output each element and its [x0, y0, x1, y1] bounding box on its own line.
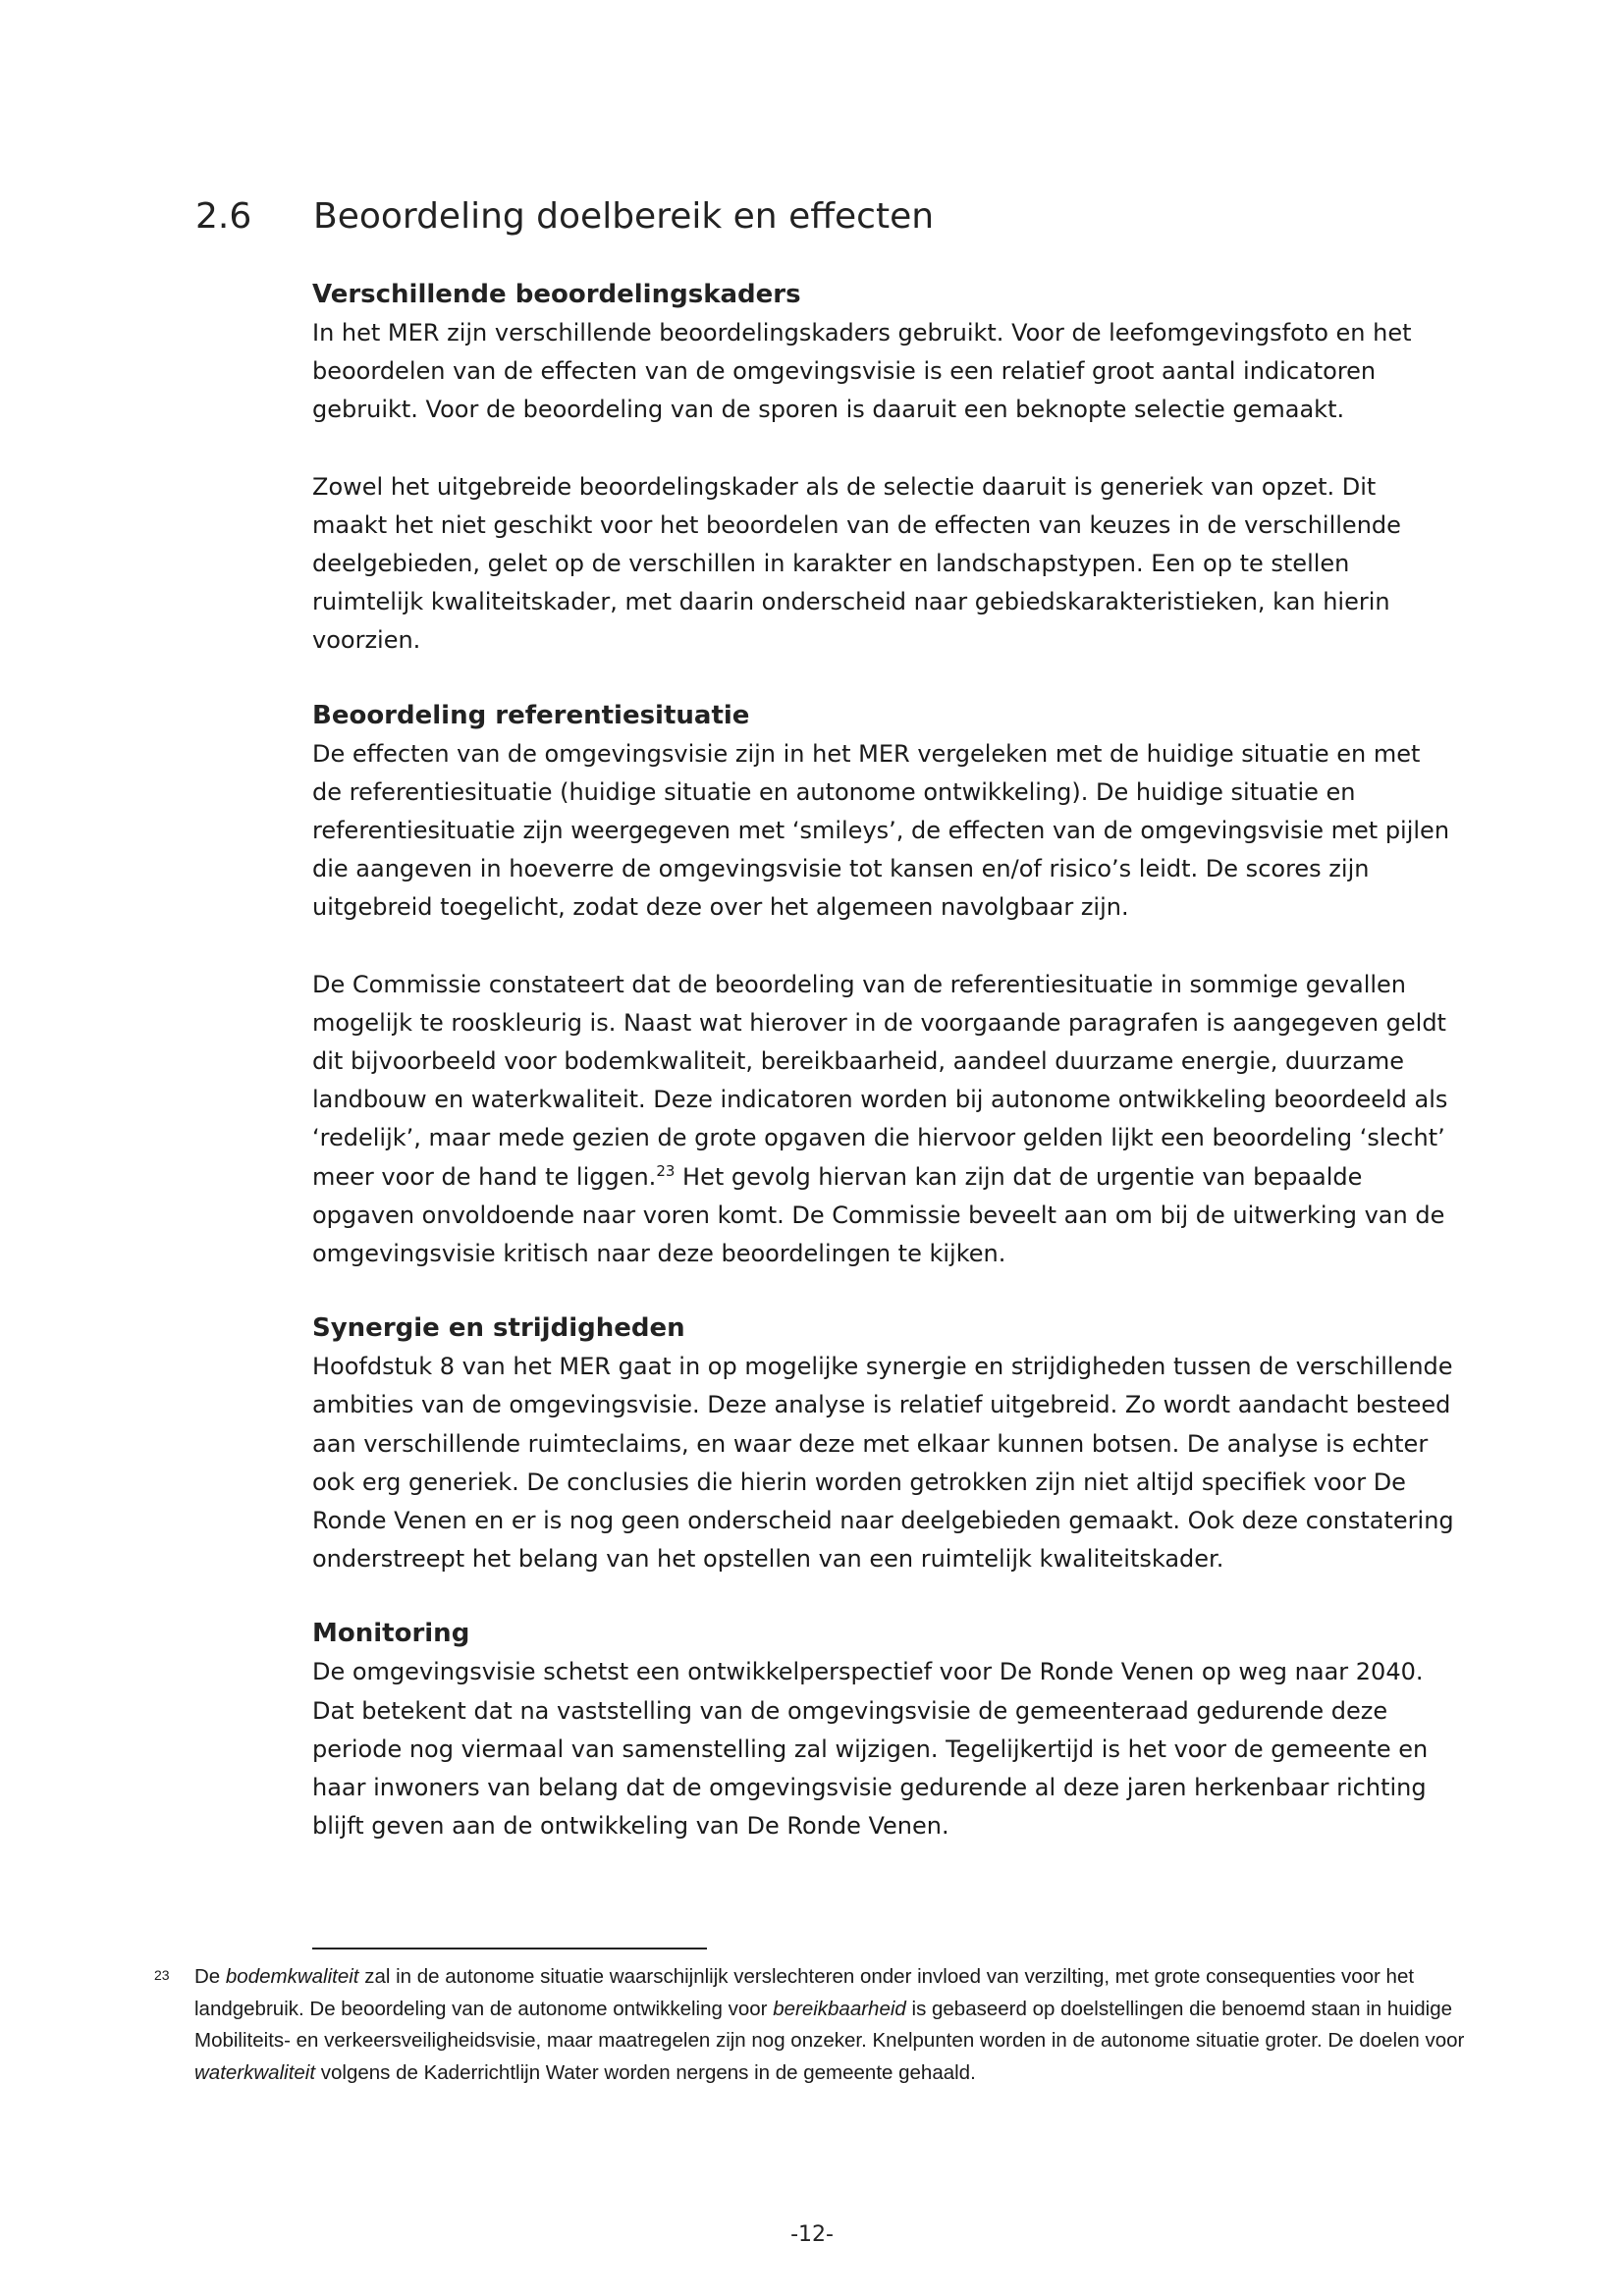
paragraph: In het MER zijn verschillende beoordelingskaders gebruikt. Voor de leefomgevingsfoto en het beoordelen van de effecten van de omgevingsvisie is een relatief groot aantal indicatoren gebruikt. Voor de beoordeling van de sporen is daaruit een beknopte selectie gemaakt. [312, 319, 1412, 424]
paragraph: Hoofdstuk 8 van het MER gaat in op mogelijke synergie en strijdigheden tussen de verschillende ambities van de omgevingsvisie. Deze analyse is relatief uitgebreid. Zo wordt aandacht besteed aan verschillende ruimteclaims, en waar deze met elkaar kunnen botsen. De analyse is echter ook erg generiek. De conclusies die hierin worden getrokken zijn niet altijd specifiek voor De Ronde Venen en er is nog geen onderscheid naar deelgebieden gemaakt. Ook deze constatering onderstreept het belang van het opstellen van een ruimtelijk kwaliteitskader. [312, 1353, 1454, 1574]
footnote-divider [312, 1948, 707, 1949]
subheading: Beoordeling referentiesituatie [312, 700, 750, 730]
footnote [154, 1961, 1470, 2089]
paragraph: De effecten van de omgevingsvisie zijn in het MER vergeleken met de huidige situatie en met de referentiesituatie (huidige situatie en autonome ontwikkeling). De huidige situatie en referentiesituatie zijn weergegeven met ‘smileys’, de effecten van de omgevingsvisie met pijlen die aangeven in hoeverre de omgevingsvisie tot kansen en/of risico’s leidt. De scores zijn uitgebreid toegelicht, zodat deze over het algemeen navolgbaar zijn. [312, 739, 1450, 922]
footnote-segment: zal in de autonome situatie waarschijnlijk verslechteren onder invloed van verzilting, met grote consequenties voor het landgebruik. De beoordeling van de autonome ontwikkeling voor [194, 1965, 1415, 2020]
footnote-emphasis: waterkwaliteit [194, 2060, 316, 2084]
subheading: Monitoring [312, 1619, 470, 1649]
paragraph-text: De Commissie constateert dat de beoordeling van de referentiesituatie in sommige gevallen mogelijk te rooskleurig is. Naast wat hierover in de voorgaande paragrafen is aangegeven geldt dit bijvoorbeeld voor bodemkwaliteit, bereikbaarheid, aandeel duurzame energie, duurzame landbouw en waterkwaliteit. Deze indicatoren worden bij autonome ontwikkeling beoordeeld als ‘redelijk’, maar mede gezien de grote opgaven die hiervoor gelden lijkt een beoordeling ‘slecht’ meer voor de hand te liggen. [312, 970, 1448, 1191]
subheading: Verschillende beoordelingskaders [312, 280, 801, 309]
block-synergie [312, 1310, 1456, 1578]
paragraph: Zowel het uitgebreide beoordelingskader als de selectie daaruit is generiek van opzet. Dit maakt het niet geschikt voor het beoordelen van de effecten van keuzes in de verschillende deelgebieden, gelet op de verschillen in karakter en landschapstypen. Een op te stellen ruimtelijk kwaliteitskader, met daarin onderscheid naar gebiedskarakteristieken, kan hierin voorzien. [312, 472, 1401, 655]
block-beoordelingskaders [312, 277, 1456, 661]
footnote-segment: is gebaseerd op doelstellingen die benoemd staan in huidige Mobiliteits- en verkeersveiligheidsvisie, maar maatregelen zijn nog onzeker. Knelpunten worden in de autonome situatie groter. De doelen voor [194, 1997, 1465, 2052]
main-body [312, 277, 1456, 1884]
section-number: 2.6 [195, 196, 252, 237]
paragraph: De omgevingsvisie schetst een ontwikkelperspectief voor De Ronde Venen op weg naar 2040. Dat betekent dat na vaststelling van de omgevingsvisie de gemeenteraad gedurende deze periode nog viermaal van samenstelling zal wijzigen. Tegelijkertijd is het voor de gemeente en haar inwoners van belang dat de omgevingsvisie gedurende al deze jaren herkenbaar richting blijft geven aan de ontwikkeling van De Ronde Venen. [312, 1658, 1429, 1841]
footnote-emphasis: bodemkwaliteit [225, 1965, 359, 1988]
block-monitoring [312, 1616, 1456, 1845]
block-referentiesituatie [312, 698, 1456, 1274]
subheading: Synergie en strijdigheden [312, 1313, 685, 1344]
footnote-number: 23 [154, 1967, 170, 1983]
footnote-segment: volgens de Kaderrichtlijn Water worden nergens in de gemeente gehaald. [315, 2060, 976, 2084]
footnote-text [194, 1961, 1470, 2089]
paragraph-text: Het gevolg hiervan kan zijn dat de urgentie van bepaalde opgaven onvoldoende naar voren komt. De Commissie beveelt aan om bij de uitwerking van de omgevingsvisie kritisch naar deze beoordelingen te kijken. [312, 1162, 1445, 1268]
footnote-segment: De [194, 1965, 226, 1988]
section-heading [195, 196, 1472, 237]
footnote-reference[interactable]: 23 [656, 1161, 676, 1180]
section-title: Beoordeling doelbereik en effecten [313, 196, 935, 237]
paragraph-with-footnote [312, 966, 1456, 1274]
page-number: -12- [790, 2222, 834, 2247]
footnote-emphasis: bereikbaarheid [773, 1997, 906, 2020]
